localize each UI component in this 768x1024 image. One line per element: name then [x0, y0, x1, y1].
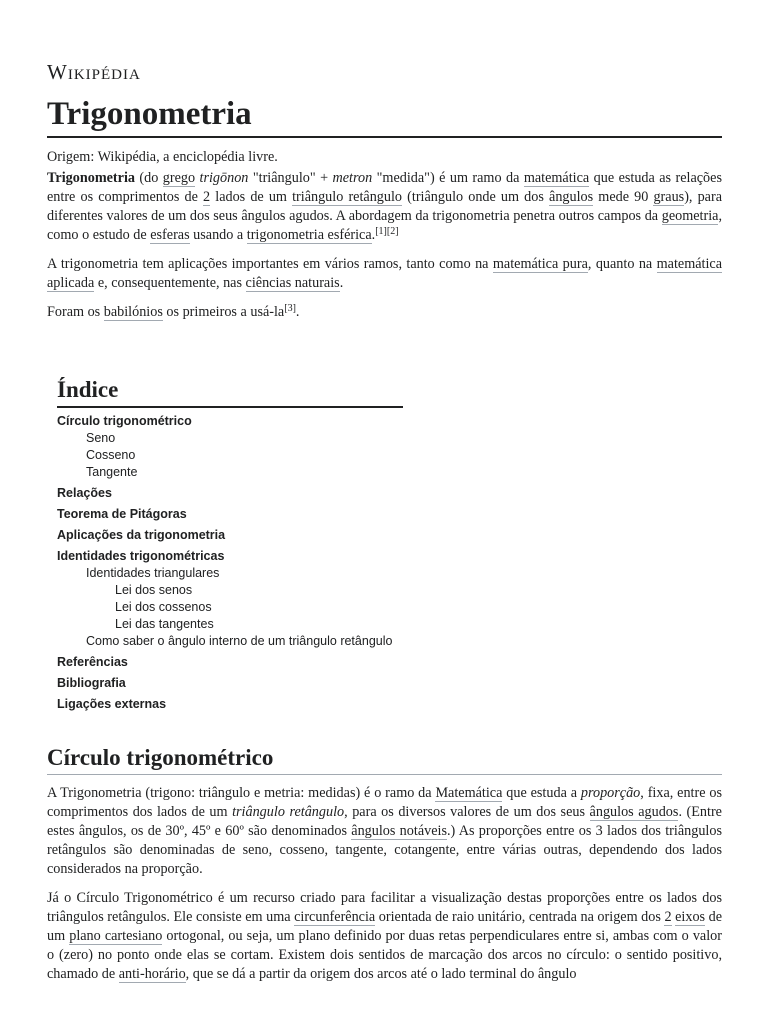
toc-item-identidades[interactable]: Identidades trigonométricas: [57, 549, 225, 563]
toc-item-bibliografia[interactable]: Bibliografia: [57, 676, 126, 690]
toc-item-referencias[interactable]: Referências: [57, 655, 128, 669]
section-paragraph-2: Já o Círculo Trigonométrico é um recurso criado para facilitar a visualização destas proporções entre os lados dos triângulos retângulos. Ele consiste em uma circunferência orientada de raio unitário, centrada na origem dos 2 eixos de um plano cartesiano ortogonal, ou seja, um plano definido por duas retas perpendiculares entre si, ambas com o valor o (zero) no ponto onde elas se cortam. Existem dois sentidos de marcação dos arcos no círculo: o sentido positivo, chamado de anti-horário, que se dá a partir da origem dos arcos até o lado terminal do ângulo: [47, 890, 723, 982]
toc-item-cosseno[interactable]: Cosseno: [86, 448, 136, 462]
link-triangulo-retangulo[interactable]: triângulo retângulo: [292, 189, 403, 205]
toc-item-seno[interactable]: Seno: [86, 431, 116, 445]
proporcao-term: proporção: [580, 785, 641, 801]
link-matematica[interactable]: matemática: [523, 170, 590, 186]
link-geometria[interactable]: geometria: [661, 208, 719, 224]
link-eixos[interactable]: eixos: [675, 909, 706, 925]
metron-term: metron: [332, 170, 373, 186]
link-angulos-notaveis[interactable]: ângulos notáveis: [351, 823, 447, 839]
link-angulos-agudos[interactable]: ângulos agudos: [589, 804, 679, 820]
trigonon-term: trigōnon: [199, 170, 249, 186]
link-2[interactable]: 2: [203, 189, 211, 205]
toc-item-circulo-trigonometrico[interactable]: Círculo trigonométrico: [57, 414, 192, 428]
link-matematica-section[interactable]: Matemática: [435, 785, 503, 801]
toc-title: Índice: [57, 375, 403, 408]
section-paragraph-1: A Trigonometria (trigono: triângulo e metria: medidas) é o ramo da Matemática que estuda a proporção, fixa, entre os comprimentos dos lados de um triângulo retângulo, para os diversos valores de um dos seus ângulos agudos. (Entre estes ângulos, os de 30º, 45º e 60º são denominados ângulos notáveis.) As proporções entre os 3 lados dos triângulos retângulos são denominadas de seno, cosseno, tangente, cotangente, entre várias outras, dependendo dos lados considerados na proporção.: [47, 785, 722, 877]
link-angulos[interactable]: ângulos: [549, 189, 594, 205]
article-intro: [47, 148, 722, 322]
ref-3[interactable]: [3]: [284, 303, 296, 314]
toc-item-aplicacoes[interactable]: Aplicações da trigonometria: [57, 528, 226, 542]
link-graus[interactable]: graus: [653, 189, 685, 205]
ref-2[interactable]: [2]: [386, 226, 399, 237]
toc-item-lei-senos[interactable]: Lei dos senos: [115, 583, 193, 597]
toc-item-ligacoes-externas[interactable]: Ligações externas: [57, 697, 167, 711]
intro-paragraph-1: Trigonometria (do grego trigōnon "triângulo" + metron "medida") é um ramo da matemática que estuda as relações entre os comprimentos de 2 lados de um triângulo retângulo (triângulo onde um dos ângulos mede 90 graus), para diferentes valores de um dos seus ângulos agudos. A abordagem da trigonometria penetra outros campos da geometria, como o estudo de esferas usando a trigonometria esférica.[1][2]: [47, 170, 722, 243]
page-title: Trigonometria: [47, 92, 722, 138]
toc-item-angulo-interno[interactable]: Como saber o ângulo interno de um triângulo retângulo: [86, 634, 393, 648]
section-body-circulo: [47, 784, 722, 984]
link-esferas[interactable]: esferas: [150, 227, 190, 243]
origin-note: Origem: Wikipédia, a enciclopédia livre.: [47, 149, 278, 165]
link-trigonometria-esferica[interactable]: trigonometria esférica: [246, 227, 372, 243]
toc-item-tangente[interactable]: Tangente: [86, 465, 138, 479]
link-matematica-aplicada[interactable]: matemática aplicada: [47, 256, 723, 291]
wikipedia-logo[interactable]: Wikipédia: [47, 60, 141, 84]
table-of-contents: [57, 375, 407, 713]
link-grego[interactable]: grego: [162, 170, 196, 186]
section-title-circulo: Círculo trigonométrico: [47, 742, 722, 775]
link-plano-cartesiano[interactable]: plano cartesiano: [69, 928, 163, 944]
intro-paragraph-3: Foram os babilónios os primeiros a usá-la[3].: [47, 303, 300, 320]
toc-list: [57, 413, 407, 713]
link-anti-horario[interactable]: anti-horário: [118, 966, 186, 982]
link-babilonios[interactable]: babilónios: [103, 304, 163, 320]
intro-paragraph-2: A trigonometria tem aplicações importantes em vários ramos, tanto como na matemática pura, quanto na matemática aplicada e, consequentemente, nas ciências naturais.: [47, 256, 723, 291]
toc-item-identidades-triangulares[interactable]: Identidades triangulares: [86, 566, 220, 580]
toc-item-relacoes[interactable]: Relações: [57, 486, 112, 500]
link-matematica-pura[interactable]: matemática pura: [492, 256, 588, 272]
link-2-eixos[interactable]: 2: [664, 909, 672, 925]
link-circunferencia[interactable]: circunferência: [294, 909, 376, 925]
link-ciencias-naturais[interactable]: ciências naturais: [245, 275, 340, 291]
toc-item-teorema-pitagoras[interactable]: Teorema de Pitágoras: [57, 507, 187, 521]
term-bold: Trigonometria: [47, 170, 135, 186]
toc-item-lei-cossenos[interactable]: Lei dos cossenos: [115, 600, 212, 614]
ref-1[interactable]: [1]: [375, 226, 387, 237]
toc-item-lei-tangentes[interactable]: Lei das tangentes: [115, 617, 214, 631]
triangulo-retangulo-term: triângulo retângulo: [232, 804, 345, 820]
